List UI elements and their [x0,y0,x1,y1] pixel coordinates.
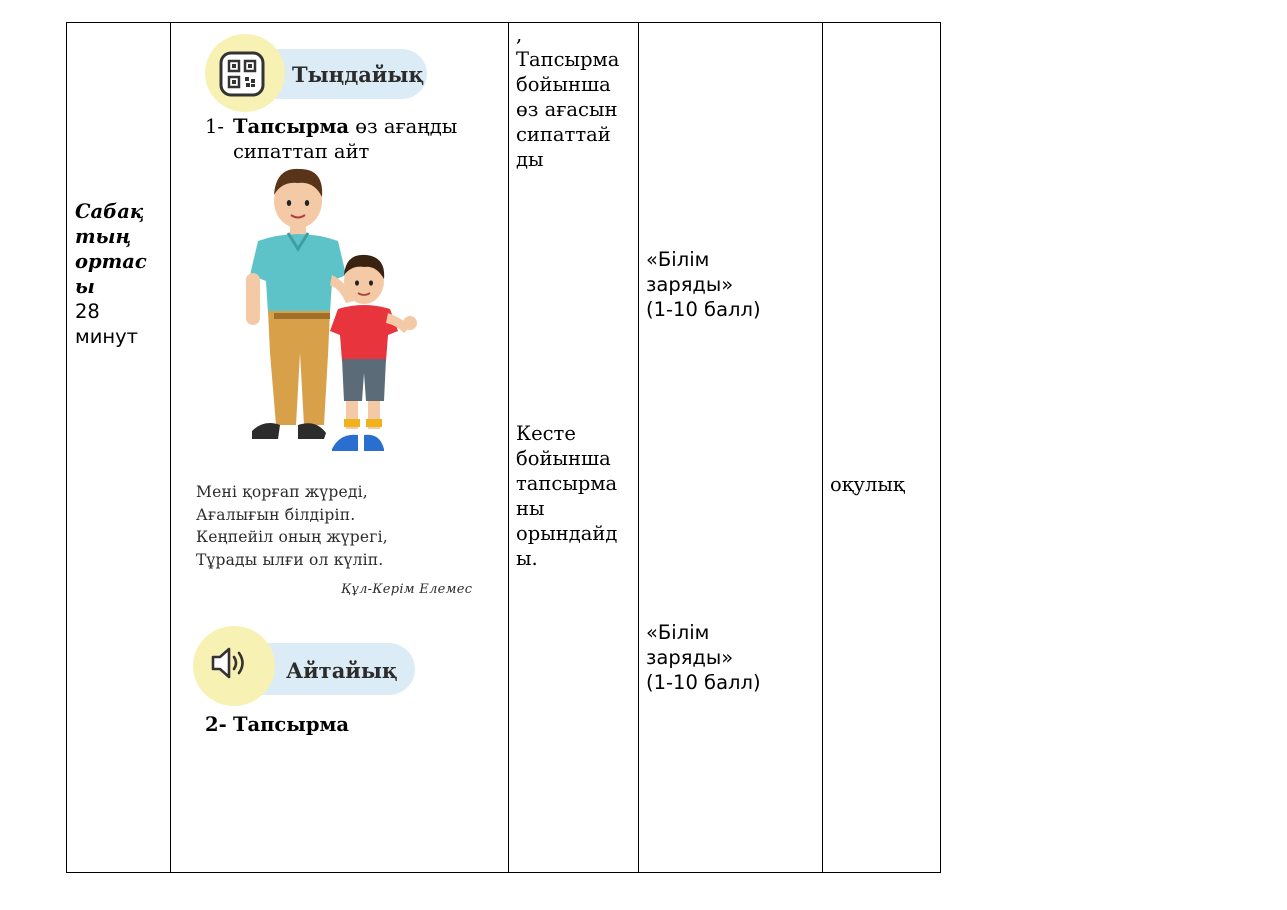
assessment-2: «Білім заряды» (1-10 балл) [646,621,761,694]
poem-line: Мені қорғап жүреді, [196,483,368,501]
task-1-bold: Тапсырма [233,115,350,138]
stage-title: Сабақ тың ортас ы [75,200,147,298]
poem-line: Тұрады ылғи ол күліп. [196,550,384,569]
speak-banner [193,626,418,706]
brothers-illustration [228,163,428,461]
task-2-label: Тапсырма [233,713,350,736]
column-divider [822,23,823,872]
speak-label: Айтайық [286,658,398,683]
task-1-number: 1- [205,115,224,138]
assessment-1: «Білім заряды» (1-10 балл) [646,248,761,321]
student-action-2: Кесте бойынша тапсырма ны орындайд ы. [516,422,618,570]
lesson-plan-table [66,22,941,873]
column-divider [508,23,509,872]
poem [196,481,388,571]
task-2 [205,712,227,737]
task-2-number: 2- [205,713,227,736]
qr-code-icon [219,51,265,97]
poem-author: Құл-Керім Елемес [341,582,473,597]
resources-text: оқулық [830,473,905,496]
poem-line: Кеңпейіл оның жүрегі, [196,528,388,546]
listen-banner [205,34,430,112]
task-1 [205,114,224,139]
poem-line: Ағалығын білдіріп. [196,505,356,524]
task-1-text: Тапсырма өз ағаңды сипаттап айт [233,115,458,163]
student-action-1: , Тапсырма бойынша өз ағасын сипаттай ды [516,23,620,171]
column-divider [638,23,639,872]
stage-duration: 28 минут [75,300,139,348]
older-brother-figure [246,169,354,439]
listen-label: Тыңдайық [292,62,425,87]
column-divider [170,23,171,872]
speaker-icon [209,646,249,680]
